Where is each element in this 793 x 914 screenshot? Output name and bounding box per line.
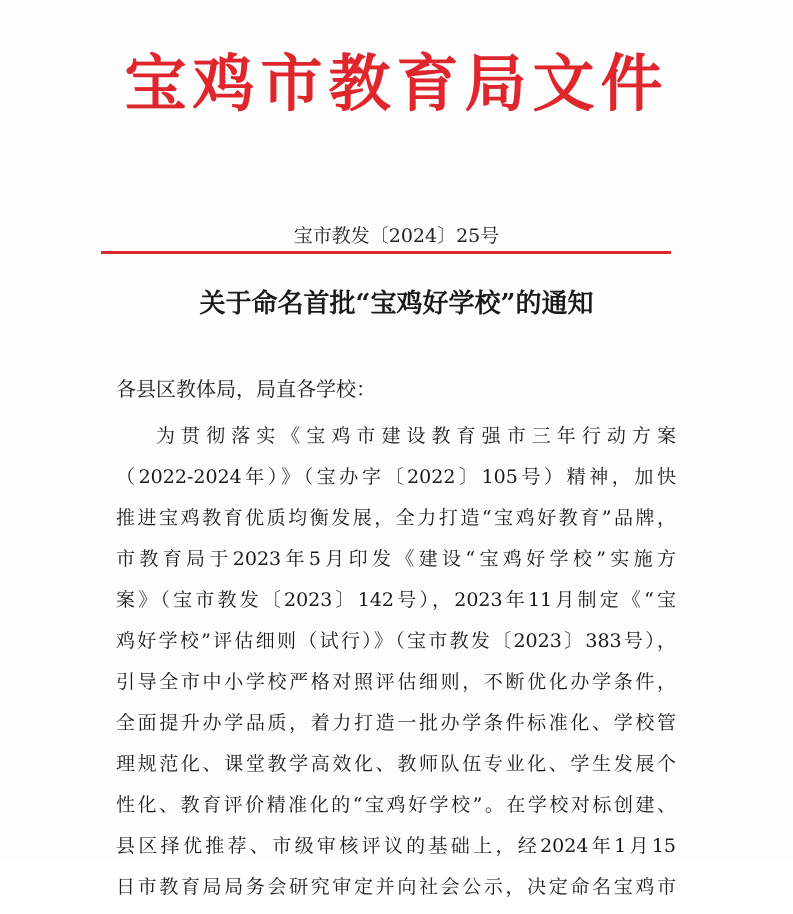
body-line: 推进宝鸡教育优质均衡发展，全力打造“宝鸡好教育”品牌， [116, 507, 676, 529]
body-line: 性化、教育评价精准化的“宝鸡好学校”。在学校对标创建、 [116, 794, 676, 816]
body-line: 全面提升办学品质，着力打造一批办学条件标准化、学校管 [116, 712, 676, 734]
salutation: 各县区教体局，局直各学校： [116, 377, 376, 401]
body-line: 引导全市中小学校严格对照评估细则，不断优化办学条件， [116, 671, 676, 693]
body-line: 理规范化、课堂教学高效化、教师队伍专业化、学生发展个 [116, 753, 676, 775]
body-line: 日市教育局局务会研究审定并向社会公示，决定命名宝鸡市 [116, 876, 676, 898]
red-divider-line [101, 251, 671, 254]
body-line: 市教育局于2023年5月印发《建设“宝鸡好学校”实施方 [116, 548, 676, 570]
body-line: 鸡好学校”评估细则（试行）》（宝市教发〔2023〕383号）， [116, 630, 676, 652]
body-line: 县区择优推荐、市级审核评议的基础上，经2024年1月15 [116, 835, 676, 857]
body-line: 为贯彻落实《宝鸡市建设教育强市三年行动方案 [156, 425, 676, 447]
body-line: 案》（宝市教发〔2023〕142号），2023年11月制定《“宝 [116, 589, 676, 611]
notice-title: 关于命名首批“宝鸡好学校”的通知 [199, 289, 594, 319]
document-header-title: 宝鸡市教育局文件 [124, 47, 669, 120]
body-line: （2022-2024年）》（宝办字〔2022〕105号）精神，加快 [116, 466, 676, 488]
notice-body [116, 422, 676, 914]
document-number: 宝市教发〔2024〕25号 [293, 225, 500, 247]
